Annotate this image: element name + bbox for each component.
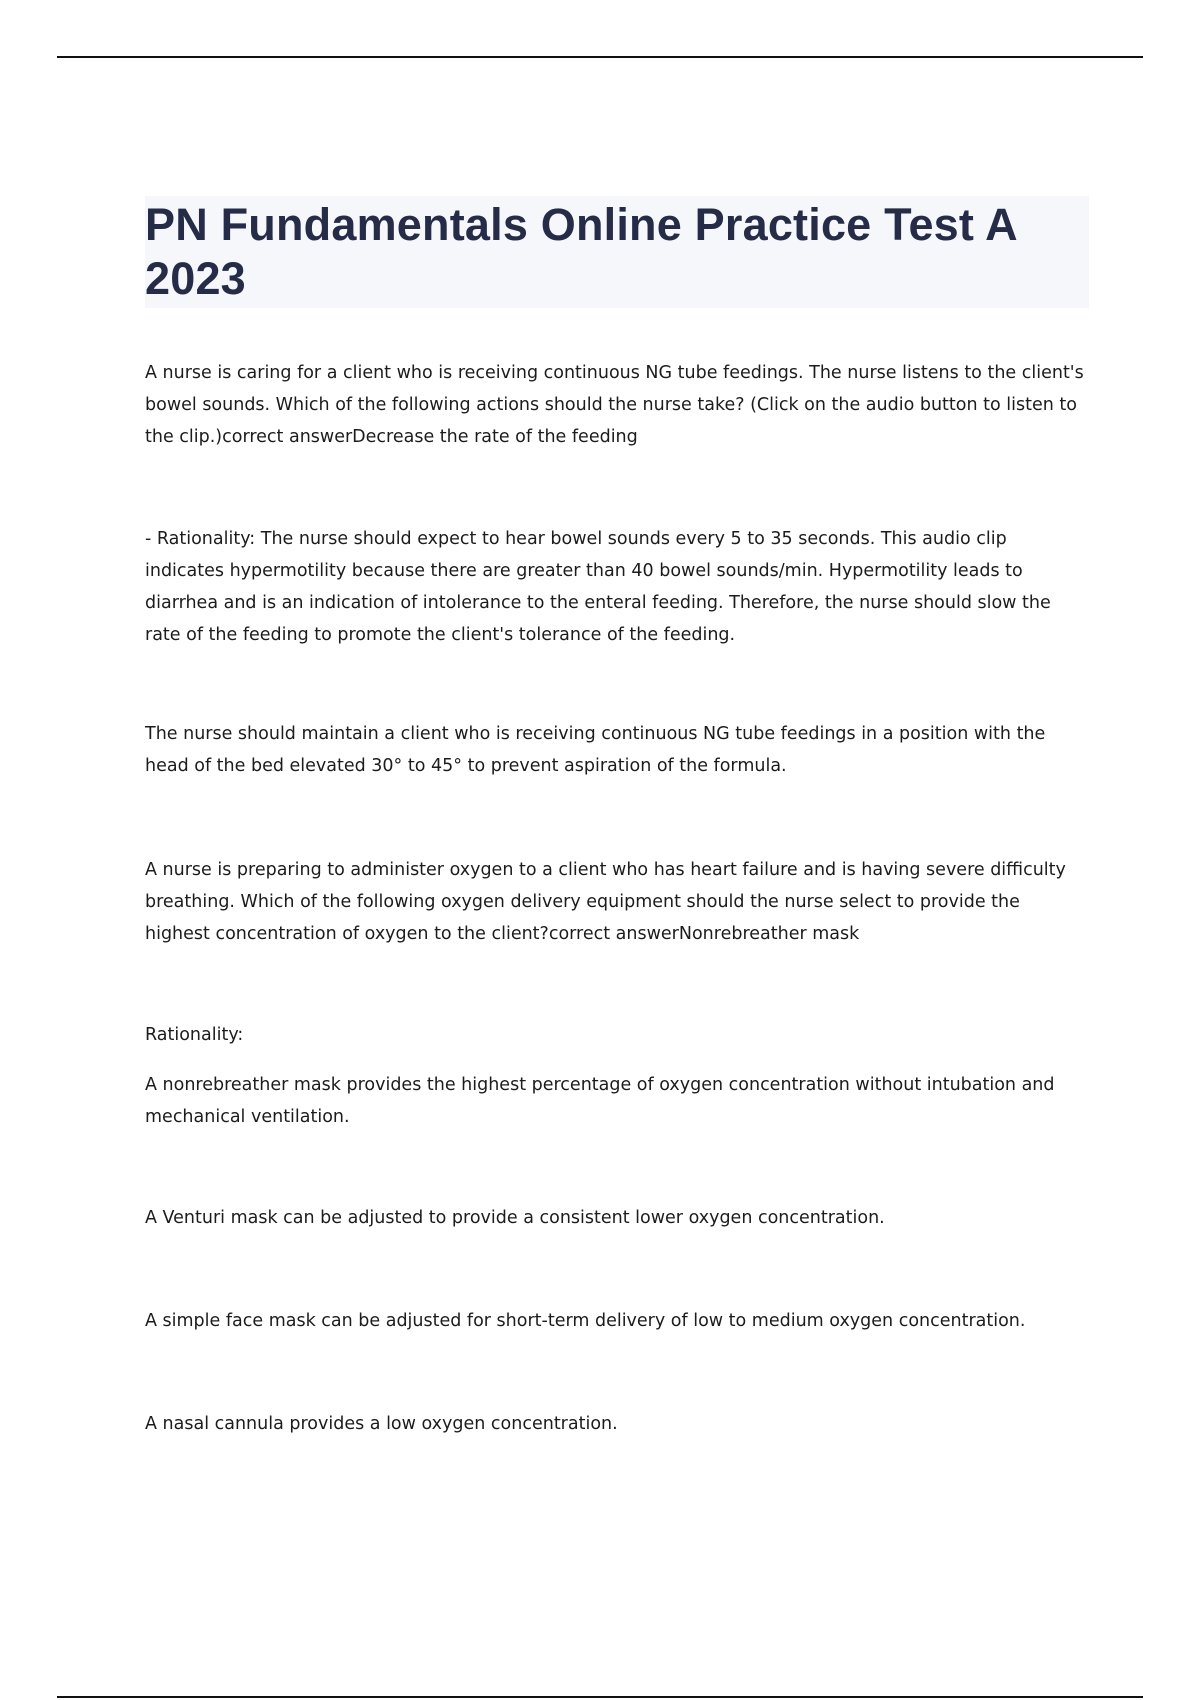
question-1: A nurse is caring for a client who is receiving continuous NG tube feedings. The nurse listens to the client's bowel sounds. Which of the following actions should the nurse take? (Click on the audio button to listen to the clip.)correct answerDecrease the rate of the feeding bbox=[145, 363, 1084, 447]
rationale-2-venturi: A Venturi mask can be adjusted to provide a consistent lower oxygen concentration. bbox=[145, 1208, 885, 1228]
rationale-2-nonrebreather: A nonrebreather mask provides the highest percentage of oxygen concentration without intubation and mechanical ventilation. bbox=[145, 1075, 1055, 1127]
question-2: A nurse is preparing to administer oxygen to a client who has heart failure and is having severe difficulty breathing. Which of the following oxygen delivery equipment should the nurse select to provide the highest concentration of oxygen to the client?correct answerNonrebreather mask bbox=[145, 860, 1066, 944]
rationale-2-simple-mask: A simple face mask can be adjusted for short-term delivery of low to medium oxygen concentration. bbox=[145, 1311, 1026, 1331]
top-rule bbox=[57, 56, 1143, 58]
bottom-rule bbox=[57, 1696, 1143, 1698]
rationale-2-heading: Rationality: bbox=[145, 1025, 244, 1045]
rationale-1: - Rationality: The nurse should expect to hear bowel sounds every 5 to 35 seconds. This audio clip indicates hypermotility because there are greater than 40 bowel sounds/min. Hypermotility leads to diarrhea and is an indication of intolerance to the enteral feeding. Therefore, the nurse should slow the rate of the feeding to promote the client's tolerance of the feeding. bbox=[145, 529, 1051, 645]
rationale-1-note: The nurse should maintain a client who is receiving continuous NG tube feedings in a position with the head of the bed elevated 30° to 45° to prevent aspiration of the formula. bbox=[145, 724, 1046, 776]
rationale-2-nasal-cannula: A nasal cannula provides a low oxygen concentration. bbox=[145, 1414, 618, 1434]
document-title: PN Fundamentals Online Practice Test A 2023 bbox=[145, 199, 1017, 304]
